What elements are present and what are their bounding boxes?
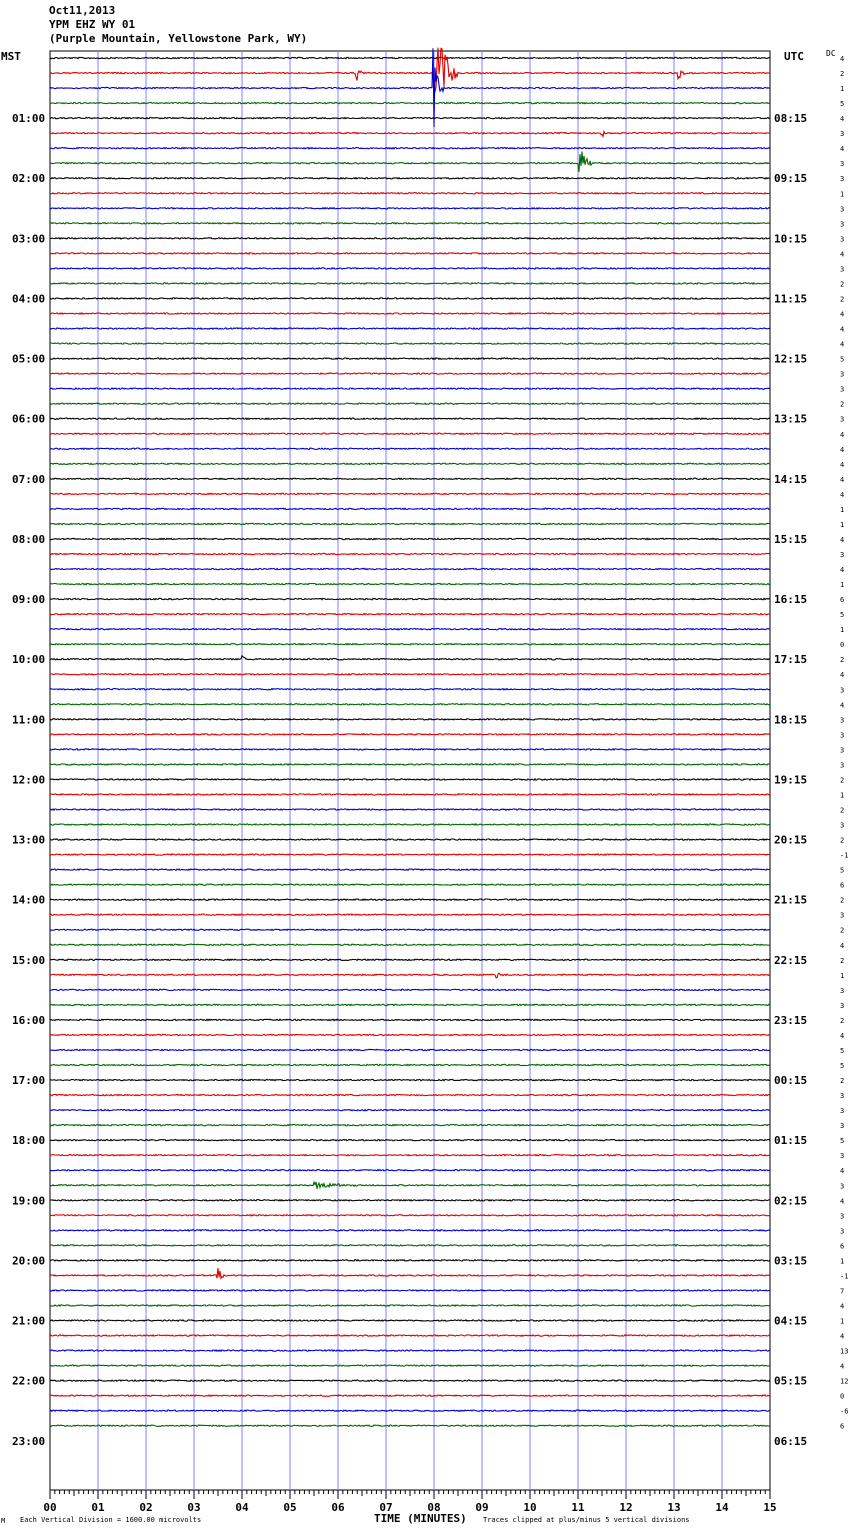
trace-row-37: [50, 613, 770, 614]
x-tick-label: 15: [763, 1501, 777, 1514]
dc-offset-label: 2: [840, 896, 845, 905]
x-tick-label: 04: [235, 1501, 249, 1514]
scale-note: Each Vertical Division = 1600.00 microvolts: [20, 1516, 202, 1524]
dc-offset-label: 3: [840, 370, 845, 379]
trace-row-8: [50, 178, 770, 180]
dc-offset-label: 5: [840, 866, 845, 875]
dc-offset-label: 6: [840, 1242, 845, 1251]
dc-offset-label: 3: [840, 205, 845, 214]
trace-row-12: [50, 238, 770, 240]
utc-zone-label: UTC: [784, 50, 804, 63]
trace-row-35: [50, 583, 770, 585]
trace-row-49: [50, 794, 770, 796]
dc-offset-label: 5: [840, 1046, 845, 1055]
dc-offset-label: 5: [840, 100, 845, 109]
mst-hour-label: 12:00: [12, 773, 46, 787]
utc-hour-label: 16:15: [774, 593, 808, 607]
mst-hour-label: 07:00: [12, 472, 46, 486]
mst-hour-label: 16:00: [12, 1013, 46, 1027]
mst-hour-label: 06:00: [12, 412, 46, 426]
dc-offset-label: 3: [840, 1107, 845, 1116]
utc-hour-label: 20:15: [774, 833, 808, 847]
mst-hour-label: 17:00: [12, 1074, 46, 1088]
dc-offset-label: 3: [840, 986, 845, 995]
mst-hour-label: 15:00: [12, 953, 46, 967]
utc-hour-label: 05:15: [774, 1374, 808, 1388]
dc-offset-label: 4: [840, 445, 845, 454]
trace-row-36: [50, 598, 770, 600]
dc-offset-label: 1: [840, 626, 845, 635]
dc-offset-label: 3: [840, 265, 845, 274]
dc-offset-label: 2: [840, 295, 845, 304]
trace-row-42: [50, 689, 770, 691]
trace-row-63: [50, 1004, 770, 1006]
x-tick-label: 12: [619, 1501, 633, 1514]
dc-offset-label: 3: [840, 175, 845, 184]
dc-offset-label: 4: [840, 566, 845, 575]
dc-offset-label: 1: [840, 520, 845, 529]
utc-hour-label: 06:15: [774, 1434, 808, 1448]
trace-row-18: [50, 328, 770, 330]
trace-row-45: [50, 734, 770, 736]
dc-offset-label: 4: [840, 1332, 845, 1341]
dc-offset-label: -1: [840, 1272, 849, 1281]
dc-offset-label: 4: [840, 1031, 845, 1040]
dc-offset-label: 5: [840, 1137, 845, 1146]
trace-row-20: [50, 358, 770, 359]
trace-row-85: [50, 1335, 770, 1337]
dc-offset-label: 3: [840, 1182, 845, 1191]
x-tick-label: 07: [379, 1501, 393, 1514]
dc-offset-label: 3: [840, 686, 845, 695]
trace-row-64: [50, 1019, 770, 1020]
x-tick-label: 14: [715, 1501, 729, 1514]
trace-row-55: [50, 884, 770, 886]
dc-offset-label: 4: [840, 340, 845, 349]
dc-offset-label: 3: [840, 1227, 845, 1236]
mst-hour-label: 11:00: [12, 713, 46, 727]
dc-offset-label: 1: [840, 971, 845, 980]
dc-offset-label: 0: [840, 641, 845, 650]
mst-hour-label: 22:00: [12, 1374, 46, 1388]
trace-row-90: [50, 1410, 770, 1411]
trace-row-47: [50, 764, 770, 765]
dc-offset-label: 4: [840, 55, 845, 63]
trace-row-52: [50, 839, 770, 841]
mst-hour-label: 05:00: [12, 352, 46, 366]
dc-offset-label: 5: [840, 355, 845, 364]
dc-offset-label: 3: [840, 550, 845, 559]
trace-row-81: [50, 1268, 770, 1278]
mst-hour-label: 09:00: [12, 593, 46, 607]
trace-row-48: [50, 779, 770, 781]
trace-row-83: [50, 1305, 770, 1306]
dc-offset-label: 4: [840, 1197, 845, 1206]
dc-offset-label: 3: [840, 1001, 845, 1010]
x-tick-label: 09: [475, 1501, 489, 1514]
dc-offset-label: 13: [840, 1347, 849, 1356]
trace-row-24: [50, 418, 770, 420]
dc-offset-label: 6: [840, 596, 845, 605]
utc-hour-label: 17:15: [774, 653, 808, 667]
utc-hour-label: 23:15: [774, 1013, 808, 1027]
dc-offset-label: 3: [840, 1212, 845, 1221]
station-location: (Purple Mountain, Yellowstone Park, WY): [49, 32, 308, 45]
dc-offset-label: 2: [840, 400, 845, 409]
clip-note: Traces clipped at plus/minus 5 vertical divisions: [483, 1516, 690, 1524]
dc-offset-label: 3: [840, 821, 845, 830]
utc-hour-label: 22:15: [774, 953, 808, 967]
x-axis-title: TIME (MINUTES): [374, 1512, 467, 1525]
dc-offset-label: 5: [840, 611, 845, 620]
trace-row-16: [50, 298, 770, 299]
trace-row-7: [50, 152, 770, 172]
dc-offset-label: 4: [840, 1362, 845, 1371]
mst-hour-label: 14:00: [12, 893, 46, 907]
dc-offset-label: 3: [840, 731, 845, 740]
trace-row-88: [50, 1380, 770, 1382]
mst-hour-label: 10:00: [12, 653, 46, 667]
dc-label: DC: [826, 49, 836, 58]
dc-offset-label: 1: [840, 1317, 845, 1326]
trace-row-19: [50, 343, 770, 344]
x-tick-label: 05: [283, 1501, 297, 1514]
trace-row-28: [50, 478, 770, 479]
trace-row-89: [50, 1395, 770, 1397]
dc-offset-label: 4: [840, 115, 845, 124]
dc-offset-label: 4: [840, 535, 845, 544]
dc-offset-label: 2: [840, 926, 845, 935]
x-tick-label: 06: [331, 1501, 345, 1514]
trace-row-25: [50, 433, 770, 435]
trace-row-4: [50, 117, 770, 118]
dc-offset-label: 4: [840, 430, 845, 439]
trace-row-15: [50, 283, 770, 285]
trace-row-29: [50, 493, 770, 495]
trace-row-70: [50, 1109, 770, 1110]
trace-row-91: [50, 1425, 770, 1427]
dc-offset-label: 6: [840, 881, 845, 890]
trace-row-44: [50, 719, 770, 720]
trace-row-53: [50, 854, 770, 855]
utc-hour-label: 19:15: [774, 773, 808, 787]
dc-offset-label: 3: [840, 716, 845, 725]
dc-offset-label: 1: [840, 190, 845, 199]
mst-hour-label: 20:00: [12, 1254, 46, 1268]
trace-row-77: [50, 1215, 770, 1216]
dc-offset-label: 4: [840, 145, 845, 154]
dc-offset-label: 2: [840, 656, 845, 665]
dc-offset-label: 3: [840, 235, 845, 244]
dc-offset-label: 3: [840, 1092, 845, 1101]
dc-offset-label: 4: [840, 250, 845, 259]
dc-offset-label: 3: [840, 1152, 845, 1161]
dc-offset-label: 3: [840, 1122, 845, 1131]
trace-row-60: [50, 959, 770, 960]
trace-row-67: [50, 1064, 770, 1065]
plot-date: Oct11,2013: [49, 4, 116, 17]
utc-hour-label: 00:15: [774, 1074, 808, 1088]
trace-row-30: [50, 508, 770, 509]
dc-offset-label: 1: [840, 581, 845, 590]
dc-offset-label: 3: [840, 385, 845, 394]
trace-row-26: [50, 448, 770, 449]
mst-zone-label: MST: [1, 50, 21, 63]
trace-row-5: [50, 132, 770, 137]
trace-row-14: [50, 268, 770, 270]
utc-hour-label: 21:15: [774, 893, 808, 907]
dc-offset-label: 2: [840, 806, 845, 815]
dc-offset-label: 2: [840, 70, 845, 79]
dc-offset-label: 3: [840, 911, 845, 920]
trace-row-82: [50, 1290, 770, 1292]
dc-offset-label: 12: [840, 1377, 849, 1386]
trace-row-87: [50, 1365, 770, 1366]
trace-row-58: [50, 929, 770, 931]
utc-hour-label: 02:15: [774, 1194, 808, 1208]
dc-offset-label: 2: [840, 1016, 845, 1025]
trace-row-27: [50, 463, 770, 465]
trace-row-40: [50, 656, 770, 660]
trace-row-0: [50, 57, 770, 58]
dc-offset-label: 5: [840, 1062, 845, 1071]
trace-row-78: [50, 1230, 770, 1232]
trace-row-56: [50, 899, 770, 901]
utc-hour-label: 15:15: [774, 532, 808, 546]
trace-row-69: [50, 1094, 770, 1095]
trace-row-57: [50, 914, 770, 915]
dc-offset-label: 2: [840, 776, 845, 785]
trace-row-61: [50, 973, 770, 978]
dc-offset-label: 2: [840, 836, 845, 845]
mst-hour-label: 04:00: [12, 292, 46, 306]
dc-offset-label: 3: [840, 160, 845, 169]
trace-row-74: [50, 1170, 770, 1171]
dc-offset-label: 7: [840, 1287, 845, 1296]
trace-row-2: [50, 48, 770, 127]
trace-row-68: [50, 1079, 770, 1081]
trace-row-22: [50, 388, 770, 390]
utc-hour-label: 01:15: [774, 1134, 808, 1148]
trace-row-3: [50, 102, 770, 103]
trace-row-39: [50, 644, 770, 645]
dc-offset-label: 4: [840, 1167, 845, 1176]
trace-row-59: [50, 944, 770, 946]
trace-row-72: [50, 1139, 770, 1141]
plot-frame: [50, 51, 770, 1490]
x-tick-label: 08: [427, 1501, 441, 1514]
mst-hour-label: 02:00: [12, 172, 46, 186]
x-tick-label: 10: [523, 1501, 537, 1514]
trace-row-9: [50, 193, 770, 194]
x-tick-label: 13: [667, 1501, 681, 1514]
utc-hour-label: 11:15: [774, 292, 808, 306]
dc-offset-label: 0: [840, 1392, 845, 1401]
trace-row-54: [50, 869, 770, 871]
dc-offset-label: 3: [840, 415, 845, 424]
mst-hour-label: 13:00: [12, 833, 46, 847]
dc-offset-label: 2: [840, 956, 845, 965]
dc-offset-label: 4: [840, 490, 845, 499]
dc-offset-label: 1: [840, 505, 845, 514]
dc-offset-label: -1: [840, 851, 849, 860]
trace-row-84: [50, 1320, 770, 1321]
utc-hour-label: 18:15: [774, 713, 808, 727]
mst-hour-label: 01:00: [12, 112, 46, 126]
station-code: YPM EHZ WY 01: [49, 18, 136, 31]
dc-offset-label: 3: [840, 761, 845, 770]
trace-row-11: [50, 223, 770, 224]
trace-row-13: [50, 253, 770, 254]
trace-row-31: [50, 523, 770, 525]
trace-row-43: [50, 704, 770, 705]
mst-hour-label: 18:00: [12, 1134, 46, 1148]
trace-row-75: [50, 1182, 770, 1189]
trace-row-76: [50, 1200, 770, 1202]
x-tick-label: 03: [187, 1501, 201, 1514]
x-tick-label: 00: [43, 1501, 57, 1514]
trace-row-66: [50, 1049, 770, 1051]
trace-row-17: [50, 313, 770, 315]
trace-row-79: [50, 1245, 770, 1247]
trace-row-65: [50, 1034, 770, 1036]
trace-row-51: [50, 824, 770, 825]
trace-row-6: [50, 148, 770, 149]
dc-offset-label: 2: [840, 1077, 845, 1086]
mst-hour-label: 19:00: [12, 1194, 46, 1208]
dc-offset-label: 4: [840, 310, 845, 319]
trace-row-33: [50, 553, 770, 554]
trace-row-38: [50, 628, 770, 630]
utc-hour-label: 13:15: [774, 412, 808, 426]
dc-offset-label: -6: [840, 1407, 849, 1416]
utc-hour-label: 10:15: [774, 232, 808, 246]
dc-offset-label: 4: [840, 475, 845, 484]
dc-offset-label: 4: [840, 460, 845, 469]
dc-offset-label: 6: [840, 1422, 845, 1431]
x-tick-label: 02: [139, 1501, 153, 1514]
trace-row-23: [50, 403, 770, 404]
utc-hour-label: 03:15: [774, 1254, 808, 1268]
dc-offset-label: 1: [840, 1257, 845, 1266]
trace-row-73: [50, 1155, 770, 1156]
x-tick-label: 01: [91, 1501, 105, 1514]
dc-offset-label: 3: [840, 746, 845, 755]
mst-hour-label: 21:00: [12, 1314, 46, 1328]
trace-row-86: [50, 1350, 770, 1351]
dc-offset-label: 4: [840, 701, 845, 710]
trace-row-32: [50, 538, 770, 540]
x-tick-label: 11: [571, 1501, 585, 1514]
utc-hour-label: 08:15: [774, 112, 808, 126]
trace-row-34: [50, 568, 770, 570]
trace-row-10: [50, 208, 770, 209]
utc-hour-label: 14:15: [774, 472, 808, 486]
dc-offset-label: 4: [840, 1302, 845, 1311]
trace-row-71: [50, 1124, 770, 1125]
trace-row-21: [50, 373, 770, 375]
dc-offset-label: 1: [840, 791, 845, 800]
dc-offset-label: 4: [840, 325, 845, 334]
dc-offset-label: 4: [840, 671, 845, 680]
trace-row-1: [50, 48, 770, 92]
dc-offset-label: 3: [840, 220, 845, 229]
utc-hour-label: 04:15: [774, 1314, 808, 1328]
utc-hour-label: 09:15: [774, 172, 808, 186]
corner-mark: M: [1, 1517, 6, 1525]
dc-offset-label: 1: [840, 85, 845, 94]
dc-offset-label: 2: [840, 280, 845, 289]
trace-row-80: [50, 1260, 770, 1261]
mst-hour-label: 23:00: [12, 1434, 46, 1448]
trace-row-50: [50, 809, 770, 810]
trace-row-62: [50, 989, 770, 990]
dc-offset-label: 4: [840, 941, 845, 950]
utc-hour-label: 12:15: [774, 352, 808, 366]
dc-offset-label: 3: [840, 130, 845, 139]
mst-hour-label: 03:00: [12, 232, 46, 246]
mst-hour-label: 08:00: [12, 532, 46, 546]
trace-row-41: [50, 674, 770, 676]
trace-row-46: [50, 749, 770, 750]
